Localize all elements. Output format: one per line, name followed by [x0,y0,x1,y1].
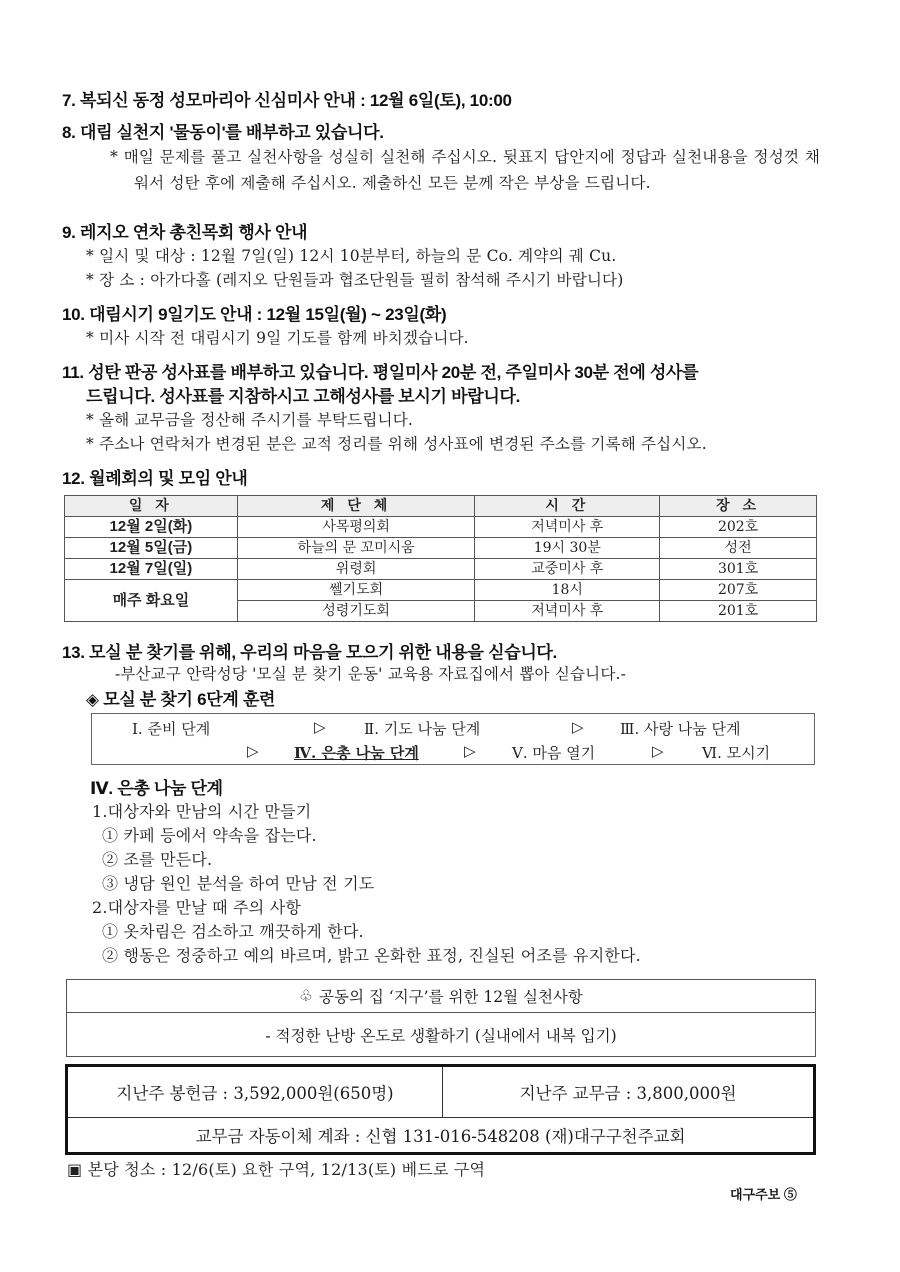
cell-time: 18시 [475,580,660,601]
header-group: 제 단 체 [237,496,475,517]
cell-time: 교중미사 후 [475,559,660,580]
cell-group: 하늘의 문 꼬미시움 [237,538,475,559]
item-8-note [86,144,820,196]
earth-practice-header [67,980,815,1013]
cell-time: 저녁미사 후 [475,517,660,538]
stage-arrow-icon: ▷ [464,742,476,760]
detail-line: ① 카페 등에서 약속을 잡는다. [102,826,317,845]
item-13-title: 13. 모실 분 찾기를 위해, 우리의 마음을 모으기 위한 내용을 싣습니다. [62,643,557,662]
detail-line: ③ 냉담 원인 분석을 하여 만남 전 기도 [102,874,375,893]
stage-4-current: Ⅳ. 은총 나눔 단계 [294,744,419,762]
item-9-title: 9. 레지오 연차 총친목회 행사 안내 [62,223,308,242]
detail-line: 1.대상자와 만남의 시간 만들기 [92,802,312,821]
meeting-schedule-table [64,495,817,622]
dues-autotransfer-account: 교무금 자동이체 계좌 : 신협 131-016-548208 (재)대구구천주교회 [195,1127,686,1146]
stage-2: Ⅱ. 기도 나눔 단계 [364,720,481,738]
stage-arrow-icon: ▷ [314,718,326,736]
header-place: 장 소 [660,496,817,517]
last-week-offering: 지난주 봉헌금 : 3,592,000원(650명) [68,1067,443,1118]
cell-place: 성전 [660,538,817,559]
header-time: 시 간 [475,496,660,517]
detail-line: 2.대상자를 만날 때 주의 사항 [92,898,302,917]
cell-place: 201호 [660,601,817,622]
stage-1: Ⅰ. 준비 단계 [132,720,211,738]
item-12-title: 12. 월례회의 및 모임 안내 [62,469,248,488]
stage-arrow-icon: ▷ [652,742,664,760]
cell-group: 위령회 [237,559,475,580]
item-13-subhead: ◈ 모실 분 찾기 6단계 훈련 [86,690,276,709]
cell-place: 207호 [660,580,817,601]
table-row [65,517,817,538]
detail-line: ① 옷차림은 검소하고 깨끗하게 한다. [102,922,364,941]
item-13-source: -부산교구 안락성당 '모실 분 찾기 운동' 교육용 자료집에서 뽑아 싣습니다.- [115,665,627,683]
item-9-note-2: * 장 소 : 아가다홀 (레지오 단원들과 협조단원들 필히 참석해 주시기 바랍니다) [86,271,624,289]
offering-summary-box [65,1064,816,1155]
cell-date: 매주 화요일 [65,580,238,622]
item-11-title-line1: 11. 성탄 판공 성사표를 배부하고 있습니다. 평일미사 20분 전, 주일미사 30분 전에 성사를 [62,363,699,382]
table-row [65,538,817,559]
cleaning-schedule: ▣ 본당 청소 : 12/6(토) 요한 구역, 12/13(토) 베드로 구역 [67,1160,486,1179]
detail-line: ② 행동은 정중하고 예의 바르며, 밝고 온화한 표정, 진실된 어조를 유지한다. [102,946,641,965]
cell-place: 301호 [660,559,817,580]
stage-6: Ⅵ. 모시기 [702,744,771,762]
six-stage-box [91,713,815,765]
cell-place: 202호 [660,517,817,538]
header-date: 일 자 [65,496,238,517]
item-10-note: * 미사 시작 전 대림시기 9일 기도를 함께 바치겠습니다. [86,329,469,347]
cell-group: 성령기도회 [237,601,475,622]
cell-date: 12월 5일(금) [65,538,238,559]
cell-time: 19시 30분 [475,538,660,559]
cell-time: 저녁미사 후 [475,601,660,622]
table-header-row [65,496,817,517]
earth-practice-content: - 적정한 난방 온도로 생활하기 (실내에서 내복 입기) [265,1026,617,1045]
earth-practice-title: 공동의 집 ‘지구’를 위한 12월 실천사항 [319,988,583,1006]
item-9-note-1: * 일시 및 대상 : 12월 7일(일) 12시 10분부터, 하늘의 문 Co. 계약의 궤 Cu. [86,247,617,265]
cell-group: 사목평의회 [237,517,475,538]
page-footer: 대구주보 ⑤ [730,1187,797,1202]
earth-practice-box [66,979,816,1057]
stage-arrow-icon: ▷ [572,718,584,736]
table-row [65,559,817,580]
cell-date: 12월 2일(화) [65,517,238,538]
last-week-dues: 지난주 교무금 : 3,800,000원 [443,1067,813,1118]
item-11-title-line2: 드립니다. 성사표를 지참하시고 고해성사를 보시기 바랍니다. [86,387,521,406]
cell-group: 쎌기도회 [237,580,475,601]
detail-line: ② 조를 만든다. [102,850,213,869]
clover-icon: ♧ [299,987,314,1005]
item-11-note-1: * 올해 교무금을 정산해 주시기를 부탁드립니다. [86,411,414,429]
cell-date: 12월 7일(일) [65,559,238,580]
item-10-title: 10. 대림시기 9일기도 안내 : 12월 15일(월) ~ 23일(화) [62,305,447,324]
stage-5: Ⅴ. 마음 열기 [512,744,596,762]
stage-3: Ⅲ. 사랑 나눔 단계 [620,720,741,738]
item-8-note-text: * 매일 문제를 풀고 실천사항을 성실히 실천해 주십시오. 뒷표지 답안지에 정답과 실천내용을 정성껏 채워서 성탄 후에 제출해 주십시오. 제출하신 모든 분께 작은 부상을 드립니다. [110,148,820,192]
stage-4-detail-title: Ⅳ. 은총 나눔 단계 [90,779,223,798]
stage-arrow-icon: ▷ [247,742,259,760]
item-8-title: 8. 대림 실천지 '물동이'를 배부하고 있습니다. [62,123,384,142]
item-7-title: 7. 복되신 동정 성모마리아 신심미사 안내 : 12월 6일(토), 10:00 [62,91,512,110]
item-11-note-2: * 주소나 연락처가 변경된 분은 교적 정리를 위해 성사표에 변경된 주소를 기록해 주십시오. [86,435,707,453]
table-row [65,580,817,601]
